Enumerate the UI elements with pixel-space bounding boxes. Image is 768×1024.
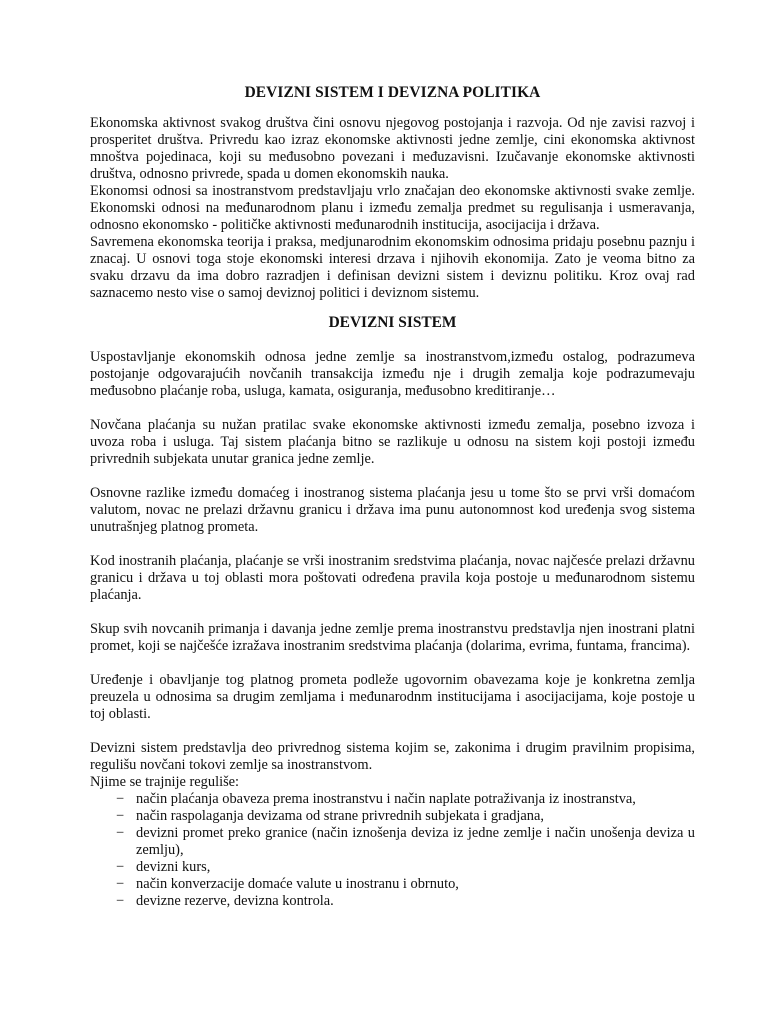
list-item-text: devizni promet preko granice (način iznošenja deviza iz jedne zemlje i način unošenja deviza u zemlju), (136, 825, 695, 858)
list-item-text: način plaćanja obaveza prema inostranstvu i način naplate potraživanja iz inostranstva, (136, 791, 636, 807)
section-heading: DEVIZNI SISTEM (328, 314, 457, 331)
section-paragraph-6: Uređenje i obavljanje tog platnog prometa podleže ugovornim obavezama koje je konkretna zemlja preuzela u odnosima sa drugim zemljama i međunarodnm institucijama i asocijacijama, koje postoje u toj oblasti. (90, 672, 695, 722)
list-item (116, 825, 695, 859)
section-paragraph-1: Uspostavljanje ekonomskih odnosa jedne zemlje sa inostranstvom,između ostalog, podrazumeva postojanje odgovarajućih novčanih transakcija između nje i drugih zemalja koje podrazumevaju međusobno plaćanje roba, usluga, kamata, osiguranja, međusobno kreditiranje… (90, 349, 695, 399)
bullet-dash: − (116, 791, 125, 807)
bullet-dash: − (116, 876, 125, 892)
list-item (116, 893, 695, 910)
list-item-text: način raspolaganja devizama od strane privrednih subjekata i gradjana, (136, 808, 544, 824)
list-item-text: devizni kurs, (136, 859, 211, 875)
bullet-dash: − (116, 808, 125, 824)
section-paragraph-4: Kod inostranih plaćanja, plaćanje se vrši inostranim sredstvima plaćanja, novac najčesće prelazi državnu granicu i država u toj oblasti mora poštovati određena pravila koja postoje u međunarodnom sistemu plaćanja. (90, 553, 695, 603)
regulation-list (90, 791, 695, 910)
document-title: DEVIZNI SISTEM I DEVIZNA POLITIKA (244, 84, 541, 101)
list-item (116, 791, 695, 808)
section-paragraph-3: Osnovne razlike između domaćeg i inostranog sistema plaćanja jesu u tome što se prvi vrši domaćom valutom, novac ne prelazi državnu granicu i država ima punu autonomnost kod uređenja svog sistema unutrašnjeg platnog prometa. (90, 485, 695, 535)
list-item-text: devizne rezerve, devizna kontrola. (136, 893, 334, 909)
list-intro: Njime se trajnije reguliše: (90, 774, 240, 790)
list-item (116, 859, 695, 876)
intro-paragraph-2: Ekonomsi odnosi sa inostranstvom predstavljaju vrlo značajan deo ekonomske aktivnosti svake zemlje. Ekonomski odnosi na međunarodnom planu i između zemalja predmet su regulisanja i usmeravanja, odnosno ekonomsko - političke aktivnosti međunarodnih institucija, asocijacija i država. (90, 183, 695, 233)
intro-paragraph-3: Savremena ekonomska teorija i praksa, medjunarodnim ekonomskim odnosima pridaju posebnu paznju i znacaj. U osnovi toga stoje ekonomski interesi drzava i njihovih ekonomija. Zato je veoma bitno za svaku drzavu da ima dobro razradjen i definisan devizni sistem i deviznu politiku. Kroz ovaj rad saznacemo nesto vise o samoj deviznoj politici i deviznom sistemu. (90, 234, 695, 301)
list-item (116, 808, 695, 825)
section-paragraph-2: Novčana plaćanja su nužan pratilac svake ekonomske aktivnosti između zemalja, posebno izvoza i uvoza roba i usluga. Taj sistem plaćanja bitno se razlikuje u odnosu na sistem koji postoji između privrednih subjekata unutar granica jedne zemlje. (90, 417, 695, 467)
intro-paragraph-1: Ekonomska aktivnost svakog društva čini osnovu njegovog postojanja i razvoja. Od nje zavisi razvoj i prosperitet društva. Privredu kao izraz ekonomske aktivnosti jedne zemlje, cini ekonomska aktivnost mnoštva pojedinaca, koji su međusobno povezani i međuzavisni. Izučavanje ekonomske aktivnosti društva, odnosno privrede, spada u domen ekonomskih nauka. (90, 115, 695, 182)
bullet-dash: − (116, 859, 125, 875)
bullet-dash: − (116, 825, 125, 841)
bullet-dash: − (116, 893, 125, 909)
list-item (116, 876, 695, 893)
section-paragraph-7: Devizni sistem predstavlja deo privrednog sistema kojim se, zakonima i drugim pravilnim propisima, regulišu novčani tokovi zemlje sa inostranstvom. (90, 740, 695, 773)
list-item-text: način konverzacije domaće valute u inostranu i obrnuto, (136, 876, 459, 892)
section-paragraph-5: Skup svih novcanih primanja i davanja jedne zemlje prema inostranstvu predstavlja njen inostrani platni promet, koji se najčešće izražava inostranim sredstvima plaćanja (dolarima, evrima, funtama, francima). (90, 621, 695, 654)
